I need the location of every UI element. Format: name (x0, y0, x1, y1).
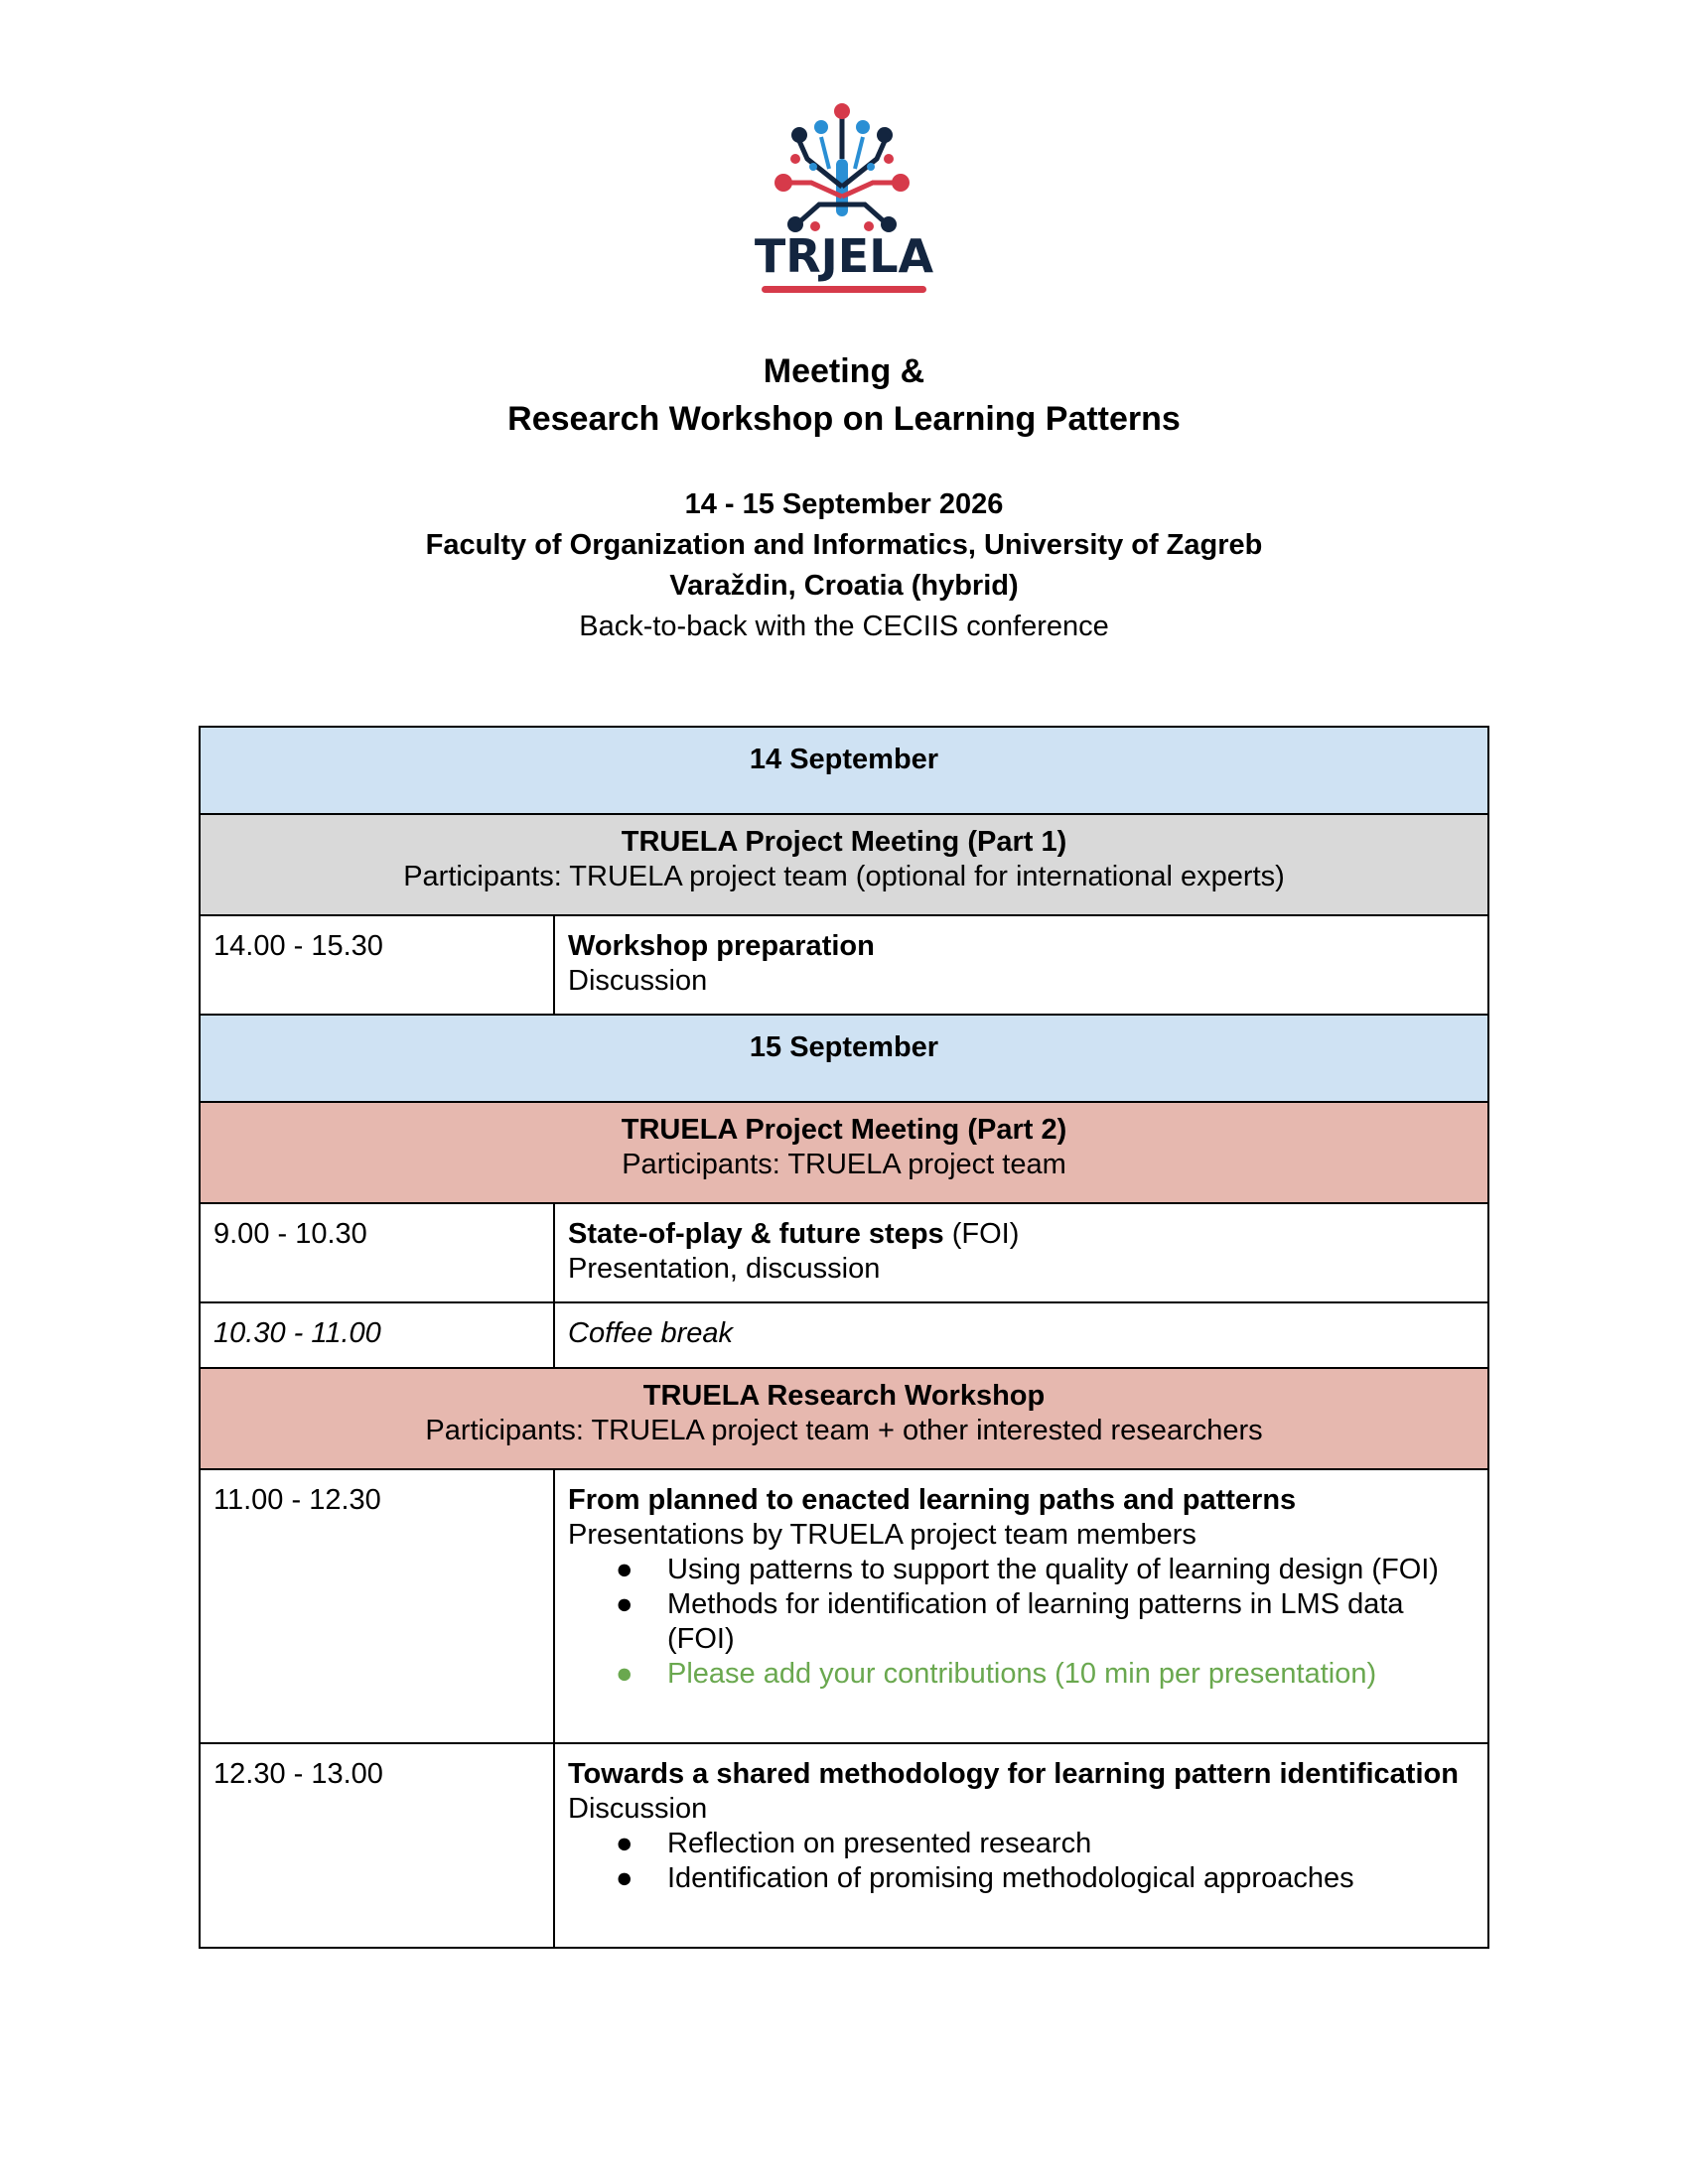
session-details (554, 1469, 1488, 1743)
section-heading (200, 1102, 1488, 1203)
session-subtitle: Discussion (568, 965, 708, 997)
session-organizer: (FOI) (943, 1218, 1020, 1250)
list-item-text: Methods for identification of learning patterns in LMS data (FOI) (667, 1588, 1404, 1655)
session-time: 10.30 - 11.00 (200, 1302, 554, 1368)
table-row (200, 1469, 1488, 1743)
session-time: 9.00 - 10.30 (200, 1203, 554, 1302)
list-item-text: Reflection on presented research (667, 1828, 1092, 1859)
list-item (616, 1827, 1475, 1861)
session-title: From planned to enacted learning paths and patterns (568, 1484, 1297, 1516)
session-title: Workshop preparation (568, 930, 875, 962)
bullet-icon: ● (616, 1658, 633, 1690)
section-heading (200, 814, 1488, 915)
event-place: Varaždin, Croatia (hybrid) (669, 570, 1019, 602)
section-title: TRUELA Project Meeting (Part 1) (621, 826, 1067, 858)
event-venue: Faculty of Organization and Informatics, University of Zagreb (425, 529, 1263, 561)
title-line-2: Research Workshop on Learning Patterns (507, 400, 1181, 438)
session-details (554, 1203, 1488, 1302)
list-item (616, 1861, 1475, 1896)
table-row (200, 1302, 1488, 1368)
section-row (200, 1368, 1488, 1469)
session-subtitle: Presentation, discussion (568, 1253, 881, 1285)
page-title (0, 347, 1688, 443)
section-participants: Participants: TRUELA project team (optional for international experts) (403, 861, 1285, 892)
session-details (554, 1743, 1488, 1948)
session-title: Coffee break (554, 1302, 1488, 1368)
day-heading: 14 September (200, 727, 1488, 814)
session-time: 11.00 - 12.30 (200, 1469, 554, 1743)
bullet-icon: ● (616, 1554, 633, 1585)
table-row (200, 1743, 1488, 1948)
table-row (200, 1203, 1488, 1302)
section-title: TRUELA Research Workshop (642, 1380, 1046, 1412)
session-bullets (568, 1827, 1475, 1896)
bullet-icon: ● (616, 1588, 633, 1620)
agenda-table (199, 726, 1489, 1949)
list-item (616, 1553, 1475, 1587)
truela-logo (750, 97, 938, 296)
section-row (200, 814, 1488, 915)
section-row (200, 1102, 1488, 1203)
list-item-text: Identification of promising methodological approaches (667, 1862, 1354, 1894)
list-item (616, 1587, 1475, 1657)
tree-logo-icon (750, 97, 938, 296)
list-item (616, 1657, 1475, 1692)
bullet-icon: ● (616, 1828, 633, 1859)
session-subtitle: Presentations by TRUELA project team members (568, 1519, 1196, 1551)
session-time: 14.00 - 15.30 (200, 915, 554, 1015)
event-dates: 14 - 15 September 2026 (684, 488, 1004, 520)
day-row (200, 1015, 1488, 1102)
day-row (200, 727, 1488, 814)
session-details (554, 915, 1488, 1015)
session-title: State-of-play & future steps (568, 1218, 944, 1250)
session-time: 12.30 - 13.00 (200, 1743, 554, 1948)
day-heading: 15 September (200, 1015, 1488, 1102)
section-title: TRUELA Project Meeting (Part 2) (621, 1114, 1067, 1146)
session-subtitle: Discussion (568, 1793, 708, 1825)
section-heading (200, 1368, 1488, 1469)
logo-wordmark: TRJELA (754, 229, 934, 283)
title-line-1: Meeting & (763, 352, 925, 390)
bullet-icon: ● (616, 1862, 633, 1894)
session-title: Towards a shared methodology for learning pattern identification (568, 1758, 1459, 1790)
event-meta (0, 484, 1688, 647)
table-row (200, 915, 1488, 1015)
list-item-text: Please add your contributions (10 min per presentation) (667, 1658, 1377, 1690)
session-bullets (568, 1553, 1475, 1692)
list-item-text: Using patterns to support the quality of learning design (FOI) (667, 1554, 1439, 1585)
event-note: Back-to-back with the CECIIS conference (579, 611, 1109, 642)
section-participants: Participants: TRUELA project team + other interested researchers (425, 1415, 1263, 1446)
section-participants: Participants: TRUELA project team (622, 1149, 1066, 1180)
